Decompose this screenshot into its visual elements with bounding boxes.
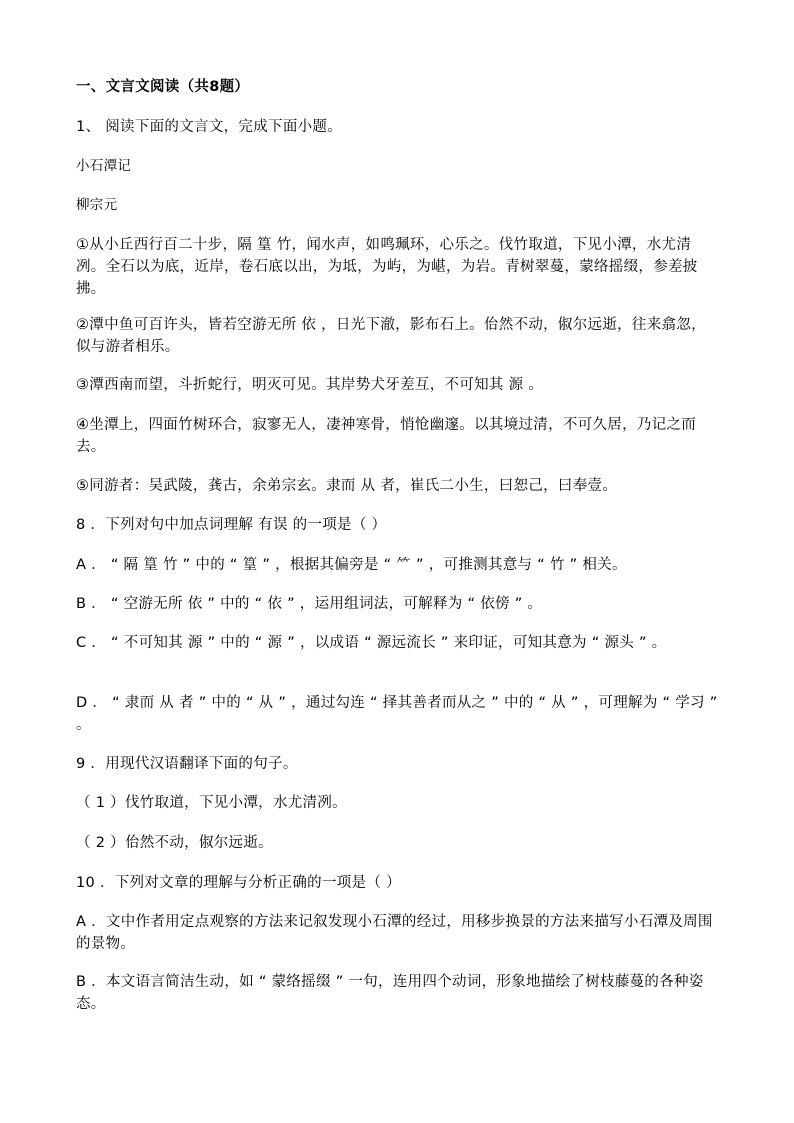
question-8-option-a: A ． “ 隔 篁 竹 ” 中的 “ 篁 ” ，根据其偏旁是 “ ⺮ ” ，可推测其意与 “ 竹 ” 相关。 [76,557,627,573]
passage-paragraph-5: ⑤同游者：吴武陵，龚古，余弟宗玄。隶而 从 者，崔氏二小生，曰恕己，曰奉壹。 [76,478,618,494]
question-intro: 1、 阅读下面的文言文，完成下面小题。 [76,119,343,135]
section-title: 一、文言文阅读（共8题） [76,79,250,95]
question-9-item-2: （ 2 ）佁然不动，俶尔远逝。 [76,835,273,851]
question-10-stem: 10 ．下列对文章的理解与分析正确的一项是（ ） [76,875,401,891]
passage-author: 柳宗元 [76,197,118,213]
question-8-option-b: B ． “ 空游无所 依 ” 中的 “ 依 ” ，运用组词法，可解释为 “ 依傍 ” 。 [76,596,543,612]
question-8-option-c: C ． “ 不可知其 源 ” 中的 “ 源 ” ，以成语 “ 源远流长 ” 来印证，可知其意为 “ 源头 ” 。 [76,635,667,651]
question-10-option-a: A ．文中作者用定点观察的方法来记叙发现小石潭的经过，用移步换景的方法来描写小石潭及周围的景物。 [76,914,713,952]
passage-paragraph-3: ③潭西南而望，斗折蛇行，明灭可见。其岸势犬牙差互，不可知其 源 。 [76,377,544,393]
question-8-option-d: D ． “ 隶而 从 者 ” 中的 “ 从 ” ，通过勾连 “ 择其善者而从之 ” 中的 “ 从 ” ，可理解为 “ 学习 ” 。 [76,695,718,733]
question-9-stem: 9 ．用现代汉语翻译下面的句子。 [76,756,298,772]
question-9-item-1: （ 1 ）伐竹取道，下见小潭，水尤清冽。 [76,795,347,811]
question-10-option-b: B ．本文语言简洁生动，如 “ 蒙络摇缀 ” 一句，连用四个动词，形象地描绘了树枝藤蔓的各种姿态。 [76,974,704,1012]
question-8-stem: 8 ．下列对句中加点词理解 有误 的一项是（ ） [76,517,387,533]
passage-paragraph-2: ②潭中鱼可百许头，皆若空游无所 依 ，日光下澈，影布石上。佁然不动，俶尔远逝，往来翕忽，似与游者相乐。 [76,317,706,355]
passage-paragraph-4: ④坐潭上，四面竹树环合，寂寥无人，凄神寒骨，悄怆幽邃。以其境过清，不可久居，乃记之而去。 [76,417,697,455]
passage-paragraph-1: ①从小丘西行百二十步，隔 篁 竹，闻水声，如鸣珮环，心乐之。伐竹取道，下见小潭，水尤清冽。全石以为底，近岸，卷石底以出，为坻，为屿，为嵁，为岩。青树翠蔓，蒙络摇缀，参差披拂。 [76,237,698,297]
passage-title: 小石潭记 [76,158,132,174]
